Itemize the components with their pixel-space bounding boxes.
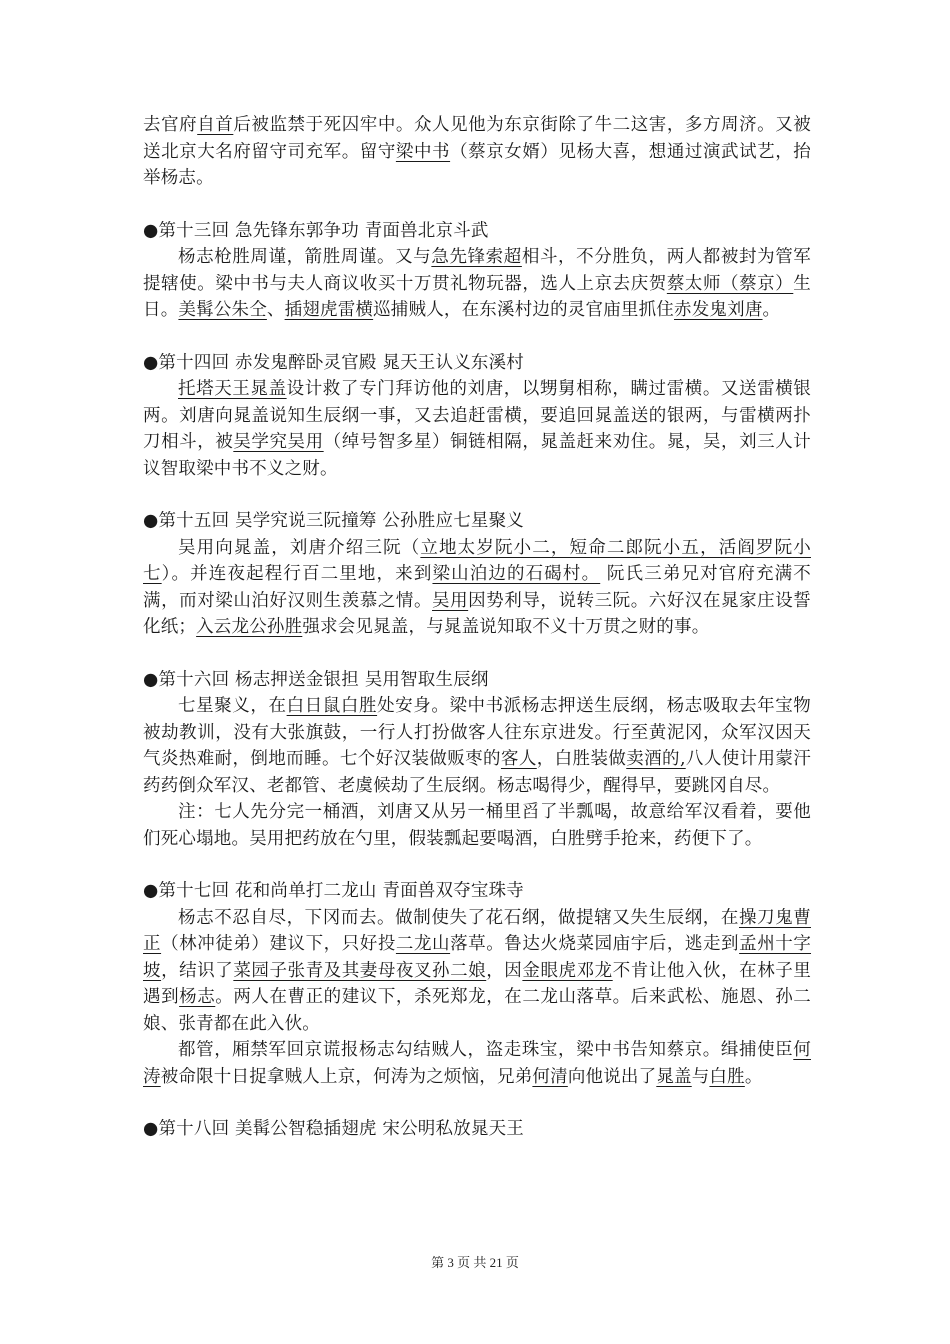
chapter-heading: ●第十七回 花和尚单打二龙山 青面兽双夺宝珠寺 <box>143 881 524 901</box>
chapter-paragraph <box>143 905 811 1038</box>
chapter-section <box>143 667 811 853</box>
underlined-term: 操刀鬼曹正 <box>143 907 811 954</box>
underlined-term: 二龙山 <box>395 934 451 954</box>
chapter-paragraph <box>143 1037 811 1090</box>
text-run: 。 <box>744 1066 763 1087</box>
chapter-heading: ●第十三回 急先锋东郭争功 青面兽北京斗武 <box>143 220 489 241</box>
text-run: （绰号智多星）铜链相隔，晁盖赶来劝住。晁，吴，刘三人计议智取梁中书不义之财。 <box>143 432 812 479</box>
underlined-term: 美髯公朱仝 <box>178 300 267 320</box>
chapter-paragraph <box>143 244 811 324</box>
text-run: 阮氏三弟兄对官府充满不满，而对梁山泊好汉则生羡慕之情。 <box>143 564 811 611</box>
intro-paragraph <box>143 112 811 192</box>
text-run: 八人使计用蒙汗药药倒众军汉、老都管、老虞候劫了生辰纲。杨志喝得少，醒得早，要跳冈自尽。 <box>143 749 812 796</box>
underlined-term: 何涛 <box>143 1040 811 1087</box>
text-run: 吴用向晁盖，刘唐介绍三阮（ <box>178 537 421 558</box>
text-run: ，因 <box>486 960 523 981</box>
underlined-term: 卖酒的, <box>626 749 686 769</box>
text-run: 都管，厢禁军回京谎报杨志勾结贼人，盗走珠宝，梁中书告知蔡京。缉捕使臣 <box>178 1040 794 1060</box>
text-run: 设计救了专门拜访他的刘唐，以甥舅相称，瞒过雷横。又送雷横银两。刘唐向晁盖说知生辰纲一事，又去追赶雷横，要追回晁盖送的银两，与雷横两扑刀相斗，被 <box>143 379 811 452</box>
text-run: 生日。 <box>143 273 811 320</box>
text-run: 落草。鲁达火烧菜园庙宇后，逃走到 <box>450 934 740 954</box>
chapter-paragraph <box>143 799 811 852</box>
underlined-term: 晁盖 <box>656 1066 692 1087</box>
text-run: 相斗，不分胜负，两人都被封为管军提辖使。梁中书与夫人商议收买十万贯礼物玩器，选人上京去庆贺 <box>143 247 811 294</box>
text-run: 与 <box>691 1066 710 1087</box>
text-run: 后被监禁于死囚牢中。众人见他为东京街除了牛二这害，多方周济。又被送北京大名府留守司充军。留守 <box>143 115 812 162</box>
text-run: 因势利导，说转三阮。六好汉在晁家庄设誓化纸； <box>143 590 811 637</box>
underlined-term: 托塔天王晁盖 <box>178 379 287 399</box>
underlined-term: 白胜 <box>709 1066 745 1087</box>
underlined-term: 梁山泊边的石碣村。 <box>432 564 601 584</box>
chapter-paragraph <box>143 535 811 641</box>
underlined-term: 赤发鬼刘唐 <box>674 300 763 320</box>
underlined-term: 杨志 <box>179 987 216 1007</box>
text-run: ）。并连夜起程行百二里地，来到 <box>161 564 433 584</box>
text-run: 不肯让他入伙，在林子里遇到 <box>143 960 812 1007</box>
underlined-term: 入云龙公孙胜 <box>196 617 303 637</box>
text-run: 强求会见晁盖，与晁盖说知取不义十万贯之财的事。 <box>302 617 710 637</box>
text-run: 、 <box>266 300 285 320</box>
underlined-term: 梁中书 <box>395 141 451 162</box>
underlined-term: 自首 <box>197 115 234 135</box>
underlined-term: 金眼虎邓龙 <box>522 960 613 981</box>
chapter-section <box>143 508 811 641</box>
chapter-paragraph <box>143 693 811 799</box>
chapter-section <box>143 1116 811 1143</box>
chapter-section <box>143 218 811 324</box>
underlined-term: 何清 <box>532 1066 568 1087</box>
underlined-term: 菜园子张青及其妻母夜叉孙二娘 <box>233 960 487 981</box>
chapter-heading: ●第十四回 赤发鬼醉卧灵官殿 晁天王认义东溪村 <box>143 352 524 373</box>
underlined-term: 插翅虎雷横 <box>284 300 374 320</box>
underlined-term: 蔡太师（蔡京） <box>666 273 794 294</box>
text-run: 杨志枪胜周谨，箭胜周谨。又与 <box>178 247 432 267</box>
underlined-term: 立地太岁阮小二，短命二郎阮小五，活阎罗阮小七 <box>143 537 811 584</box>
chapter-heading: ●第十六回 杨志押送金银担 吴用智取生辰纲 <box>143 669 489 690</box>
underlined-term: 客人 <box>500 749 537 769</box>
text-run: 向他说出了 <box>567 1066 657 1087</box>
page-footer: 第 3 页 共 21 页 <box>431 1255 519 1270</box>
text-run: 被命限十日捉拿贼人上京，何涛为之烦恼，兄弟 <box>160 1066 533 1087</box>
chapter-heading: ●第十八回 美髯公智稳插翅虎 宋公明私放晁天王 <box>143 1119 524 1139</box>
chapter-section <box>143 878 811 1090</box>
text-run: 注：七人先分完一桶酒，刘唐又从另一桶里舀了半瓢喝，故意给军汉看着，要他们死心塌地。吴用把药放在勺里，假装瓢起要喝酒，白胜劈手抢来，药便下了。 <box>143 802 811 849</box>
text-run: 处安身。梁中书派杨志押送生辰纲，杨志吸取去年宝物被劫教训，没有大张旗鼓，一行人打扮做客人往东京进发。行至黄泥冈，众军汉因天气炎热难耐，倒地而睡。七个好汉装做贩枣的 <box>143 696 811 769</box>
underlined-term: 吴用 <box>432 590 469 611</box>
chapter-section <box>143 350 811 483</box>
text-run: 巡捕贼人，在东溪村边的灵官庙里抓住 <box>373 300 675 320</box>
chapter-paragraph <box>143 376 811 482</box>
document-body <box>143 112 811 1169</box>
underlined-term: 白日鼠白胜 <box>286 696 378 716</box>
text-run: 。两人在曹正的建议下，杀死郑龙，在二龙山落草。后来武松、施恩、孙二娘、张青都在此入伙。 <box>143 987 812 1034</box>
underlined-term: 吴学究吴用 <box>233 432 324 452</box>
text-run: 杨志不忍自尽，下冈而去。做制使失了花石纲，做提辖又失生辰纲，在 <box>178 907 739 928</box>
text-run: 去官府 <box>143 115 198 135</box>
text-run: ，结识了 <box>161 960 234 981</box>
text-run: 七星聚义，在 <box>178 696 287 716</box>
text-run: （林冲徒弟）建议下，只好投 <box>161 934 396 954</box>
underlined-term: 孟州十字坡 <box>143 934 812 981</box>
text-run: 。 <box>762 300 781 320</box>
intro-section <box>143 112 811 192</box>
text-run: （蔡京女婿）见杨大喜，想通过演武试艺，抬举杨志。 <box>143 141 811 188</box>
text-run: ，白胜装做 <box>536 749 627 769</box>
chapter-heading: ●第十五回 吴学究说三阮撞筹 公孙胜应七星聚义 <box>143 511 524 531</box>
underlined-term: 急先锋索超 <box>431 247 522 267</box>
